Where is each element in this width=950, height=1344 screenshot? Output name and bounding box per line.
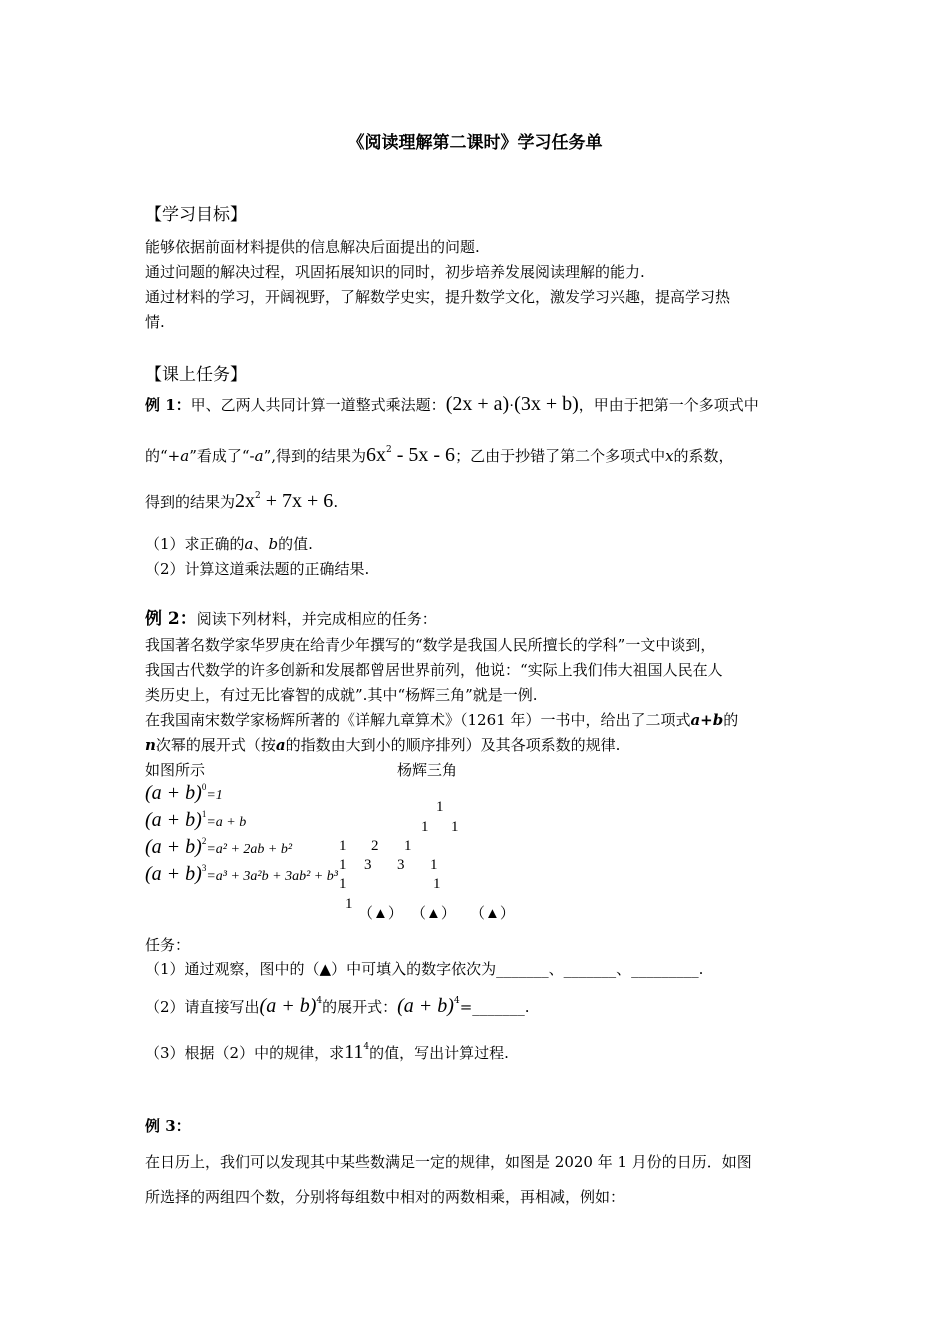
triangle-blank: （▲） xyxy=(411,906,456,922)
task-3 xyxy=(145,1036,509,1064)
example-1-line-3 xyxy=(145,485,338,513)
formula-lhs: (a + b) xyxy=(145,836,202,858)
paragraph-line: 我国著名数学家华罗庚在给青少年撰写的“数学是我国人民所擅长的学科”一文中谈到， xyxy=(145,636,716,654)
goal-line: 通过材料的学习，开阔视野，了解数学史实，提升数学文化，激发学习兴趣，提高学习热 xyxy=(145,288,731,306)
text: 的指数由大到小的顺序排列）及其各项系数的规律. xyxy=(285,736,621,754)
formula-row xyxy=(145,809,246,832)
paragraph-line: 我国古代数学的许多创新和发展都曾居世界前列，他说：“实际上我们伟大祖国人民在人 xyxy=(145,661,723,679)
expr-b: (3x + b) xyxy=(514,393,579,415)
binomial: a+b xyxy=(690,711,724,729)
formula-lhs: (a + b) xyxy=(145,809,202,831)
result-1-rest: - 5x - 6 xyxy=(391,444,456,466)
triangle-blank: （▲） xyxy=(470,906,515,922)
paragraph-line xyxy=(145,709,738,731)
task-1: （1）通过观察，图中的（▲）中可填入的数字依次为_______、_______、_________. xyxy=(145,960,704,978)
example-2-label: 例 2： xyxy=(145,609,197,629)
text: . xyxy=(333,493,339,511)
text: 在我国南宋数学家杨辉所著的《详解九章算术》（1261 年）一书中，给出了二项式 xyxy=(145,711,691,729)
power-base: 11 xyxy=(344,1041,364,1063)
text: 的值. xyxy=(278,535,313,553)
text: ”,得到的结果为 xyxy=(263,447,366,465)
text: （2）请直接写出 xyxy=(145,998,260,1016)
power-exp: 4 xyxy=(363,1042,370,1052)
triangle-label: 杨辉三角 xyxy=(397,761,458,779)
text: 次幂的展开式（按 xyxy=(155,736,276,754)
figure-label: 如图所示 xyxy=(145,761,206,779)
formula-row xyxy=(145,836,292,859)
tasks-heading: 【课上任务】 xyxy=(145,365,247,385)
triangle-blank: （▲） xyxy=(358,906,403,922)
var-a: a xyxy=(254,447,264,465)
triangle-cell: 1 xyxy=(451,819,459,835)
text: 的“+ xyxy=(145,447,181,465)
formula-lhs: (a + b) xyxy=(145,782,202,804)
paragraph-line: 类历史上，有过无比睿智的成就”.其中“杨辉三角”就是一例. xyxy=(145,686,538,704)
result-1: 6x xyxy=(366,444,386,466)
binomial-expr: (a + b) xyxy=(259,995,317,1017)
triangle-cell: 1 xyxy=(345,896,353,912)
binomial-exp: 4 xyxy=(453,996,460,1006)
triangle-cell: 1 xyxy=(436,799,444,815)
example-1-question-2: （2）计算这道乘法题的正确结果. xyxy=(145,560,370,578)
formula-rhs: =a + b xyxy=(206,815,247,830)
text: （1）求正确的 xyxy=(145,535,245,553)
var-x: x xyxy=(665,447,674,465)
goal-line: 情. xyxy=(145,313,165,331)
formula-rhs: =1 xyxy=(206,788,223,803)
result-2-exp: 2 xyxy=(255,491,261,501)
formula-exp: 2 xyxy=(201,836,207,846)
text: =_______. xyxy=(459,998,530,1016)
text: 得到的结果为 xyxy=(145,493,236,511)
text: ”看成了“- xyxy=(189,447,255,465)
triangle-cell: 1 xyxy=(404,838,412,854)
text: 的系数， xyxy=(673,447,734,465)
triangle-cell: 1 xyxy=(421,819,429,835)
result-2-rest: + 7x + 6 xyxy=(260,490,334,512)
example-2-line-1 xyxy=(145,608,437,630)
formula-lhs: (a + b) xyxy=(145,863,202,885)
triangle-cell: 3 xyxy=(397,857,405,873)
example-1-after: ，甲由于把第一个多项式中 xyxy=(578,396,759,414)
result-2: 2x xyxy=(235,490,256,512)
triangle-cell: 2 xyxy=(371,838,379,854)
text: 、 xyxy=(253,535,269,553)
goal-line: 能够依据前面材料提供的信息解决后面提出的问题. xyxy=(145,238,480,256)
text: 的 xyxy=(723,711,739,729)
var-a: a xyxy=(180,447,190,465)
task-2 xyxy=(145,990,530,1018)
example-1-intro: 甲、乙两人共同计算一道整式乘法题： xyxy=(190,396,446,414)
dot: · xyxy=(509,398,515,414)
example-1-line-2 xyxy=(145,439,734,467)
text: 的展开式： xyxy=(322,998,398,1016)
formula-exp: 1 xyxy=(201,809,207,819)
example-1-question-1 xyxy=(145,533,313,555)
var-n: n xyxy=(145,736,156,754)
triangle-cell: 1 xyxy=(339,838,347,854)
formula-rhs: =a² + 2ab + b² xyxy=(206,842,293,857)
triangle-cell: 1 xyxy=(339,857,347,873)
text: （3）根据（2）中的规律，求 xyxy=(145,1044,345,1062)
var-a: a xyxy=(275,736,286,754)
page-title: 《阅读理解第二课时》学习任务单 xyxy=(347,133,603,153)
expr-a: (2x + a) xyxy=(445,393,510,415)
triangle-cell: 1 xyxy=(339,876,347,892)
binomial-exp: 4 xyxy=(316,996,323,1006)
formula-rhs: =a³ + 3a²b + 3ab² + b³ xyxy=(206,869,338,884)
var-a: a xyxy=(244,535,254,553)
example-3-label: 例 3： xyxy=(145,1117,191,1135)
formula-exp: 0 xyxy=(201,782,207,792)
example-3-line-2: 所选择的两组四个数，分别将每组数中相对的两数相乘，再相减，例如： xyxy=(145,1188,626,1206)
text: ；乙由于抄错了第二个多项式中 xyxy=(455,447,666,465)
result-1-exp: 2 xyxy=(386,445,392,455)
triangle-cell: 3 xyxy=(364,857,372,873)
text: 的值，写出计算过程. xyxy=(369,1044,509,1062)
formula-row xyxy=(145,782,223,805)
formula-row xyxy=(145,863,338,886)
triangle-cell: 1 xyxy=(433,876,441,892)
example-2-intro: 阅读下列材料，并完成相应的任务： xyxy=(196,610,437,628)
paragraph-line xyxy=(145,734,620,756)
formula-exp: 3 xyxy=(201,863,207,873)
example-3-line-1: 在日历上，我们可以发现其中某些数满足一定的规律，如图是 2020 年 1 月份的日历．如图 xyxy=(145,1153,752,1171)
var-b: b xyxy=(268,535,279,553)
goal-line: 通过问题的解决过程，巩固拓展知识的同时，初步培养发展阅读理解的能力. xyxy=(145,263,645,281)
triangle-cell: 1 xyxy=(430,857,438,873)
example-1-line-1 xyxy=(145,393,759,417)
goals-heading: 【学习目标】 xyxy=(145,205,247,225)
binomial-expr: (a + b) xyxy=(397,995,454,1017)
task-label: 任务： xyxy=(145,936,191,954)
example-1-label: 例 1： xyxy=(145,396,191,414)
